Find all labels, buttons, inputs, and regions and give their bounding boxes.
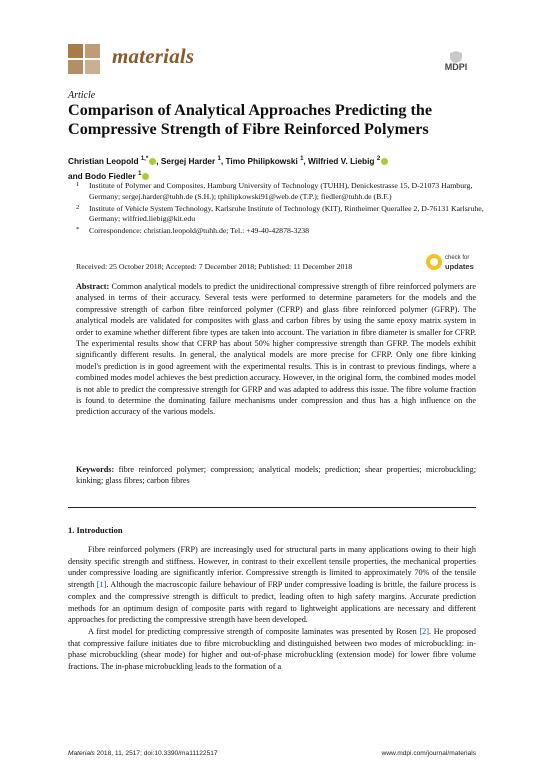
- section-heading: 1. Introduction: [68, 525, 123, 535]
- abstract: [76, 281, 476, 418]
- affiliations: [76, 181, 488, 238]
- paragraph-text: A first model for predicting compressive strength of composite laminates was presented by Rosen: [88, 626, 420, 636]
- affiliation-item: [76, 204, 488, 225]
- publisher-name: MDPI: [444, 62, 468, 72]
- mdpi-logo: [436, 50, 476, 72]
- affiliation-number: 1: [76, 181, 80, 188]
- check-updates-line2: updates: [445, 262, 474, 271]
- page-title: Comparison of Analytical Approaches Predicting the Compressive Strength of Fibre Reinforced Polymers: [68, 101, 433, 138]
- author-name: Christian Leopold: [68, 155, 141, 166]
- paragraph: [68, 544, 476, 626]
- check-updates-line1: check for: [445, 255, 470, 261]
- author-name: and Bodo Fiedler: [68, 170, 139, 181]
- paragraph-text: . Although the macroscopic failure behaviour of FRP under compressive loading is brittle, the failure process is complex and the compressive strength is difficult to predict, leading often to high safety margins. Accurate prediction methods for an optimum design of composite parts with regard to lightweight applications are necessary and different approaches for predicting the compressive strength have been developed.: [68, 580, 476, 625]
- affiliation-text: Correspondence: christian.leopold@tuhh.de; Tel.: +49-40-42878-3238: [89, 226, 310, 236]
- paragraph-text: . He proposed that compressive failure initiates due to fibre microbuckling and distinguished between two modes of microbuckling: in-phase microbuckling (shear mode) for higher and out-of-phase microbuckling (extension mode) for lower fibre volume fractions. The in-phase microbuckling leads to the formation of a: [68, 626, 476, 672]
- orcid-icon[interactable]: [381, 158, 388, 165]
- introduction-body: [68, 544, 476, 673]
- keywords-text: fibre reinforced polymer; compression; analytical models; prediction; shear properties; microbuckling; kinking; glass fibres; carbon fibres: [76, 465, 477, 486]
- affiliation-item: [76, 226, 488, 237]
- abstract-label: Abstract:: [76, 282, 110, 291]
- affiliation-number: *: [76, 226, 80, 234]
- orcid-icon[interactable]: [149, 158, 156, 165]
- author-affiliation-mark: 1,*: [140, 156, 149, 162]
- affiliation-text: Institute of Vehicle System Technology, Karlsruhe Institute of Technology (KIT), Rintheimer Querallee 2, D-76131 Karlsruhe, Germany; wilfried.liebig@kit.edu: [89, 203, 484, 224]
- journal-name: materials: [112, 44, 195, 68]
- citation-line: [68, 750, 218, 757]
- journal-url-link[interactable]: www.mdpi.com/journal/materials: [381, 750, 476, 757]
- author-name: Wilfried V. Liebig: [308, 155, 377, 166]
- affiliation-number: 2: [76, 203, 80, 211]
- abstract-text: Common analytical models to predict the unidirectional compressive strength of fibre reinforced polymers are analysed in terms of their accuracy. Several tests were performed to determine parameters for the models and the compressive strength of carbon fibre reinforced polymer (CFRP) and glass fibre reinforced polymer (GFRP). The analytical models are validated for composites with glass and carbon fibres by using the same epoxy matrix system in order to examine whether different fibre types are taken into account. The variation in fibre diameter is smaller for CFRP. The experimental results show that CFRP has about 50% higher compressive strength than GFRP. The models exhibit significantly different results. In general, the analytical models are more precise for CFRP. Only one fibre kinking model's prediction is in good agreement with the experimental results. This is in contrast to previous findings, where a combined modes model achieves the best prediction accuracy. However, in the original form, the combined modes model is not able to predict the compressive strength for GFRP and was adapted to address this issue. The fibre volume fraction is found to determine the dominating failure mechanisms under compression and thus has a high influence on the prediction accuracy of the various models.: [76, 282, 476, 417]
- author-affiliation-mark: 1: [217, 156, 221, 162]
- article-type: Article: [68, 90, 96, 101]
- keywords: [76, 464, 476, 487]
- materials-logo-icon: [68, 44, 102, 76]
- author-affiliation-mark: 1: [300, 156, 304, 162]
- author-affiliation-mark: 2: [376, 156, 381, 162]
- check-updates-icon: [426, 254, 442, 270]
- affiliation-text: Institute of Polymer and Composites, Hamburg University of Technology (TUHH), Denickestrasse 15, D-21073 Hamburg, Germany; sergej.harder@tuhh.de (S.H.); tphilipkowski91@web.de (T.P.); fiedler@tuhh.de (B.F.): [89, 181, 473, 201]
- author-name: Timo Philipkowski: [225, 155, 301, 166]
- keywords-label: Keywords:: [76, 465, 115, 474]
- journal-header: [68, 40, 476, 80]
- affiliation-item: [76, 181, 488, 202]
- author-list: Christian Leopold $^{1,*}$ , Sergej Harder $^1$, Timo Philipkowski $^1$, Wilfried V. Liebig $^2$ and Bodo Fiedler $^1$: [68, 153, 488, 183]
- publication-dates: Received: 25 October 2018; Accepted: 7 December 2018; Published: 11 December 2018: [76, 262, 353, 271]
- footer-citation: 2018, 11, 2517; doi:10.3390/ma11122517: [94, 750, 218, 757]
- citation-link[interactable]: [2]: [419, 626, 429, 636]
- divider: [68, 507, 476, 508]
- author-affiliation-mark: 1: [138, 170, 142, 177]
- footer-journal: Materials: [68, 750, 95, 757]
- orcid-icon[interactable]: [142, 173, 149, 180]
- paragraph-text: Fibre reinforced polymers (FRP) are increasingly used for structural parts in many applications owing to their high density specific strength and stiffness. However, in contrast to their excellent tensile properties, the mechanical properties under compressive loading are significantly inferior. Compressive strength is limited to approximately 70% of the tensile strength: [68, 545, 476, 590]
- paragraph: [68, 626, 476, 673]
- check-for-updates-button[interactable]: [426, 252, 486, 274]
- author-name: Sergej Harder: [160, 155, 218, 166]
- citation-link[interactable]: [1]: [96, 580, 107, 590]
